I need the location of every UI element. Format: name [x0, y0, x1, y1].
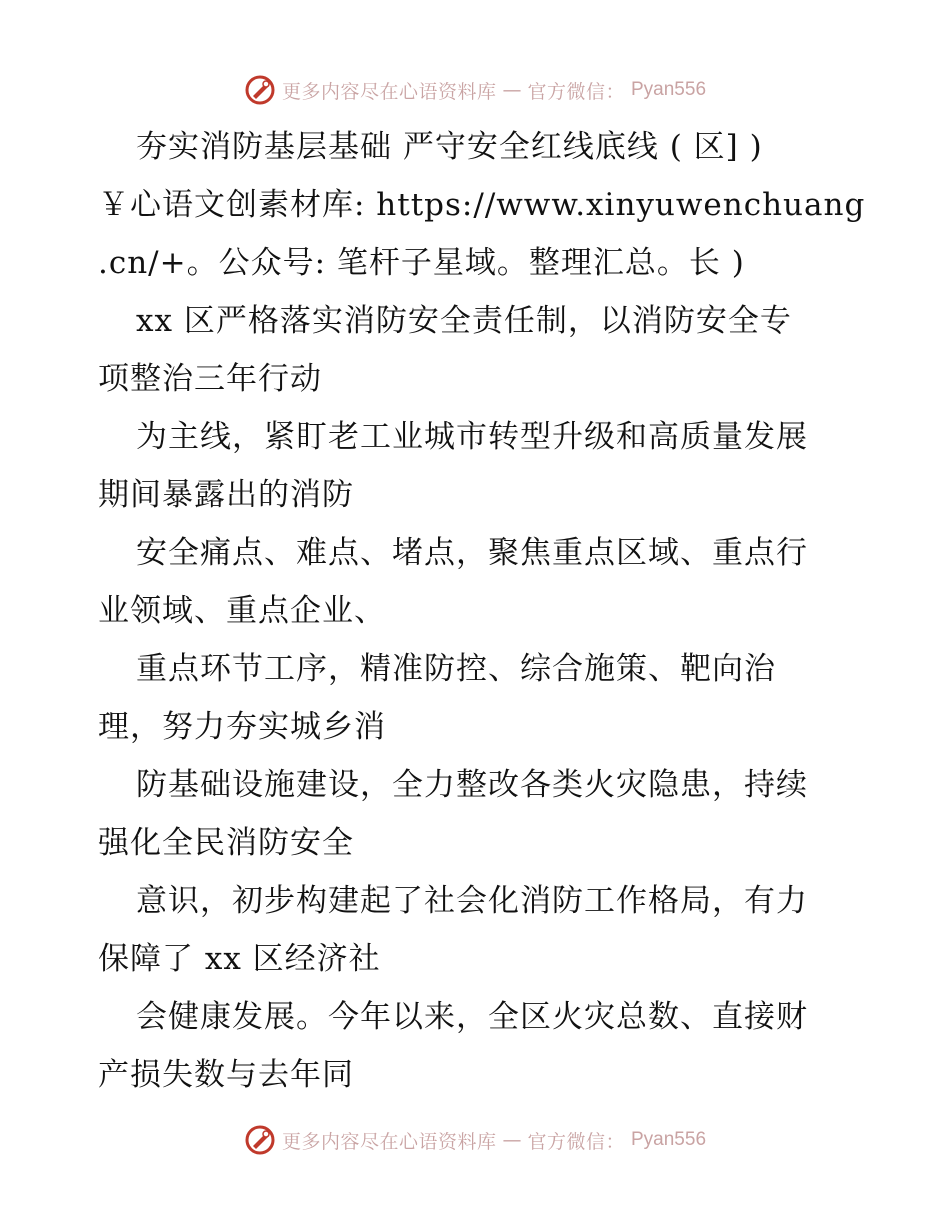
watermark-text: 更多内容尽在心语资料库 [281, 80, 497, 103]
watermark-separator: — [502, 1129, 522, 1151]
document-line: 防基础设施建设，全力整改各类火灾隐患，持续 [136, 767, 808, 803]
watermark-account: Pyan556 [631, 1129, 707, 1150]
document-body [98, 118, 866, 1104]
footer-watermark [0, 1120, 950, 1160]
document-line: 安全痛点、难点、堵点，聚焦重点区域、重点行 [136, 535, 808, 571]
document-line: 强化全民消防安全 [98, 825, 354, 861]
watermark-account: Pyan556 [631, 79, 707, 100]
watermark-text: 更多内容尽在心语资料库 [281, 1130, 497, 1153]
document-line: 意识，初步构建起了社会化消防工作格局，有力 [136, 883, 808, 919]
document-line: 业领域、重点企业、 [98, 593, 386, 629]
document-line: 夯实消防基层基础 严守安全红线底线 ( 区] ) [136, 129, 763, 165]
document-line: ￥心语文创素材库: https://www.xinyuwenchuang [98, 187, 866, 223]
header-watermark [0, 70, 950, 110]
document-line: 产损失数与去年同 [98, 1057, 354, 1093]
document-line: 为主线，紧盯老工业城市转型升级和高质量发展 [136, 419, 808, 455]
logo-icon [244, 1124, 276, 1156]
document-line: 保障了 xx 区经济社 [98, 941, 381, 977]
watermark-official-label: 官方微信： [527, 80, 625, 103]
document-line: .cn/+。公众号: 笔杆子星域。整理汇总。长 ) [98, 245, 745, 281]
document-line: 项整治三年行动 [98, 361, 322, 397]
document-line: 理，努力夯实城乡消 [98, 709, 386, 745]
watermark-official-label: 官方微信： [527, 1130, 625, 1153]
logo-icon [244, 74, 276, 106]
watermark-separator: — [502, 79, 522, 101]
document-line: 重点环节工序，精准防控、综合施策、靶向治 [136, 651, 776, 687]
document-line: 期间暴露出的消防 [98, 477, 354, 513]
document-line: 会健康发展。今年以来，全区火灾总数、直接财 [136, 999, 808, 1035]
document-line: xx 区严格落实消防安全责任制，以消防安全专 [136, 303, 792, 339]
